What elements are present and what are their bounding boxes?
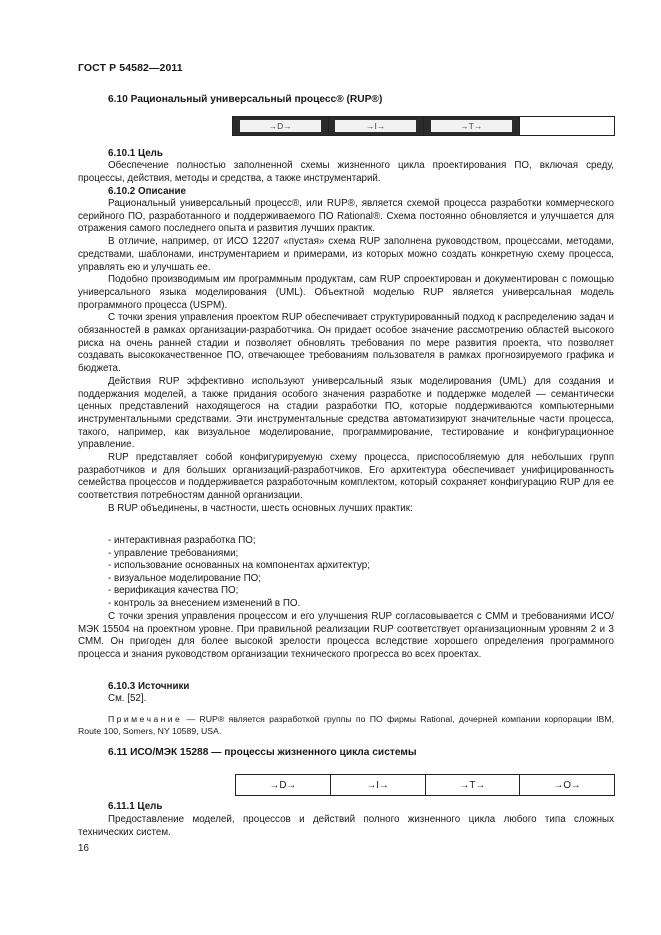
- list-item: - визуальное моделирование ПО;: [108, 572, 262, 584]
- phase-cell-i: [329, 117, 425, 135]
- phase-o-label: →O→: [553, 779, 581, 791]
- paragraph: Рациональный универсальный процесс®, или RUP®, является схемой процесса разработки коммерческого серийного ПО, разработанного и поддерживаемого ПО Rational®. Схема постоянно обновляется и улучшается для отражения самого последнего опыта и развития лучших практик.: [78, 198, 614, 235]
- phase-i-label: →I→: [331, 775, 426, 795]
- phase-t-label: →T→: [431, 120, 512, 131]
- phase-i-label: →I→: [335, 120, 416, 131]
- paragraph: С точки зрения управления проектом RUP обеспечивает структурированный подход к распределению задач и обязанностей в рамках организации-разработчика. Он придает особое значение рассмотрению областей высокого риска на очень ранней стадии и позволяет обновлять требования по мере развития проекта, что позволяет создавать высококачественное ПО, отвечающее требованиям пользователя в рамках прогнозируемого графика и бюджета.: [78, 312, 614, 375]
- phase-d-label: →D→: [240, 120, 321, 131]
- paragraph: С точки зрения управления процессом и его улучшения RUP согласовывается с СММ и требованиями ИСО/МЭК 15504 на проектном уровне. При правильной реализации RUP соответствует организационным уровням 2 и 3 СММ. Он пригоден для более высокой зрелости процесса вследствие хорошего определения программного процесса и знания руководством организации технического прогресса во всех проектах.: [78, 611, 614, 661]
- section-6-10-title: 6.10 Рациональный универсальный процесс® (RUP®): [108, 94, 383, 105]
- description-text-block: [78, 198, 614, 516]
- subsection-6-10-3-title: 6.10.3 Источники: [108, 681, 190, 692]
- subsection-6-11-1-title: 6.11.1 Цель: [108, 801, 163, 812]
- goal-6-11-text-block: [78, 814, 614, 839]
- list-item: - интерактивная разработка ПО;: [108, 535, 256, 546]
- list-item: - управление требованиями;: [108, 547, 239, 559]
- goal-text-block: [78, 160, 614, 185]
- section-6-11-title: 6.11 ИСО/МЭК 15288 — процессы жизненного цикла системы: [108, 747, 417, 758]
- subsection-6-10-2-title: 6.10.2 Описание: [108, 186, 186, 197]
- list-item: - использование основанных на компонентах архитектур;: [108, 560, 370, 572]
- document-header: ГОСТ Р 54582—2011: [78, 62, 183, 74]
- paragraph: Подобно производимым им программным продуктам, сам RUP спроектирован и документирован с помощью универсального языка моделирования (UML). Объектной моделью RUP является универсальная модель программного процесса (USPM).: [78, 274, 614, 311]
- note-label: Примечание: [108, 714, 183, 724]
- practices-list: [108, 535, 370, 611]
- phase-t-label: →T→: [426, 775, 521, 795]
- phase-d-label: →D→: [236, 775, 331, 795]
- page-number: 16: [78, 843, 89, 854]
- sources-reference: См. [52].: [108, 693, 147, 704]
- closing-text-block: [78, 611, 614, 662]
- paragraph: RUP представляет собой конфигурируемую схему процесса, приспособляемую для небольших групп разработчиков и для больших организаций-разработчиков. Его архитектура обеспечивает унифицированность семейства процессов и поддерживается разработочным комплектом, который сохраняет конфигурацию RUP для ее соответствия потребностям данной организации.: [78, 452, 614, 502]
- goal-paragraph: Предоставление моделей, процессов и действий полного жизненного цикла любого типа сложных технических систем.: [78, 814, 614, 838]
- iso15288-phase-table: [235, 774, 615, 796]
- paragraph: Действия RUP эффективно используют универсальный язык моделирования (UML) для создания и поддержания моделей, а также придания особого значения разработке и поддержке моделей — семантически ценных представлений находящегося на стадии разработки ПО, которые поддерживаются компьютерными инструментальными средствами. Эти инструментальные средства автоматизируют значительные части процесса, такого, например, как визуальное моделирование, программирование, тестирование и конфигурационное управление.: [78, 375, 614, 451]
- paragraph: В RUP объединены, в частности, шесть основных лучших практик:: [108, 502, 413, 514]
- list-item: - верификация качества ПО;: [108, 585, 239, 597]
- phase-cell-empty: [520, 117, 615, 135]
- phase-cell-t: [424, 117, 520, 135]
- paragraph: В отличие, например, от ИСО 12207 «пустая» схема RUP заполнена руководством, процессами, методами, средствами, шаблонами, инструментарием и примерами, из которых можно создать конкретную схему процесса, управлять ею и улучшать ее.: [78, 236, 614, 273]
- sources-text-block: [78, 693, 614, 706]
- note-block: [78, 713, 614, 737]
- list-item: - контроль за внесением изменений в ПО.: [108, 597, 301, 609]
- rup-phase-table: [232, 116, 615, 136]
- note-text: — RUP® является разработкой группы по ПО фирмы Rational, дочерней компании корпорации IBM, Route 100, Somers, NY 10589, USA.: [78, 714, 614, 736]
- phase-cell-d: [233, 117, 329, 135]
- subsection-6-10-1-title: 6.10.1 Цель: [108, 148, 163, 159]
- goal-paragraph: Обеспечение полностью заполненной схемы жизненного цикла проектирования ПО, включая среду, процессы, действия, методы и средства, а также инструментарий.: [78, 160, 614, 184]
